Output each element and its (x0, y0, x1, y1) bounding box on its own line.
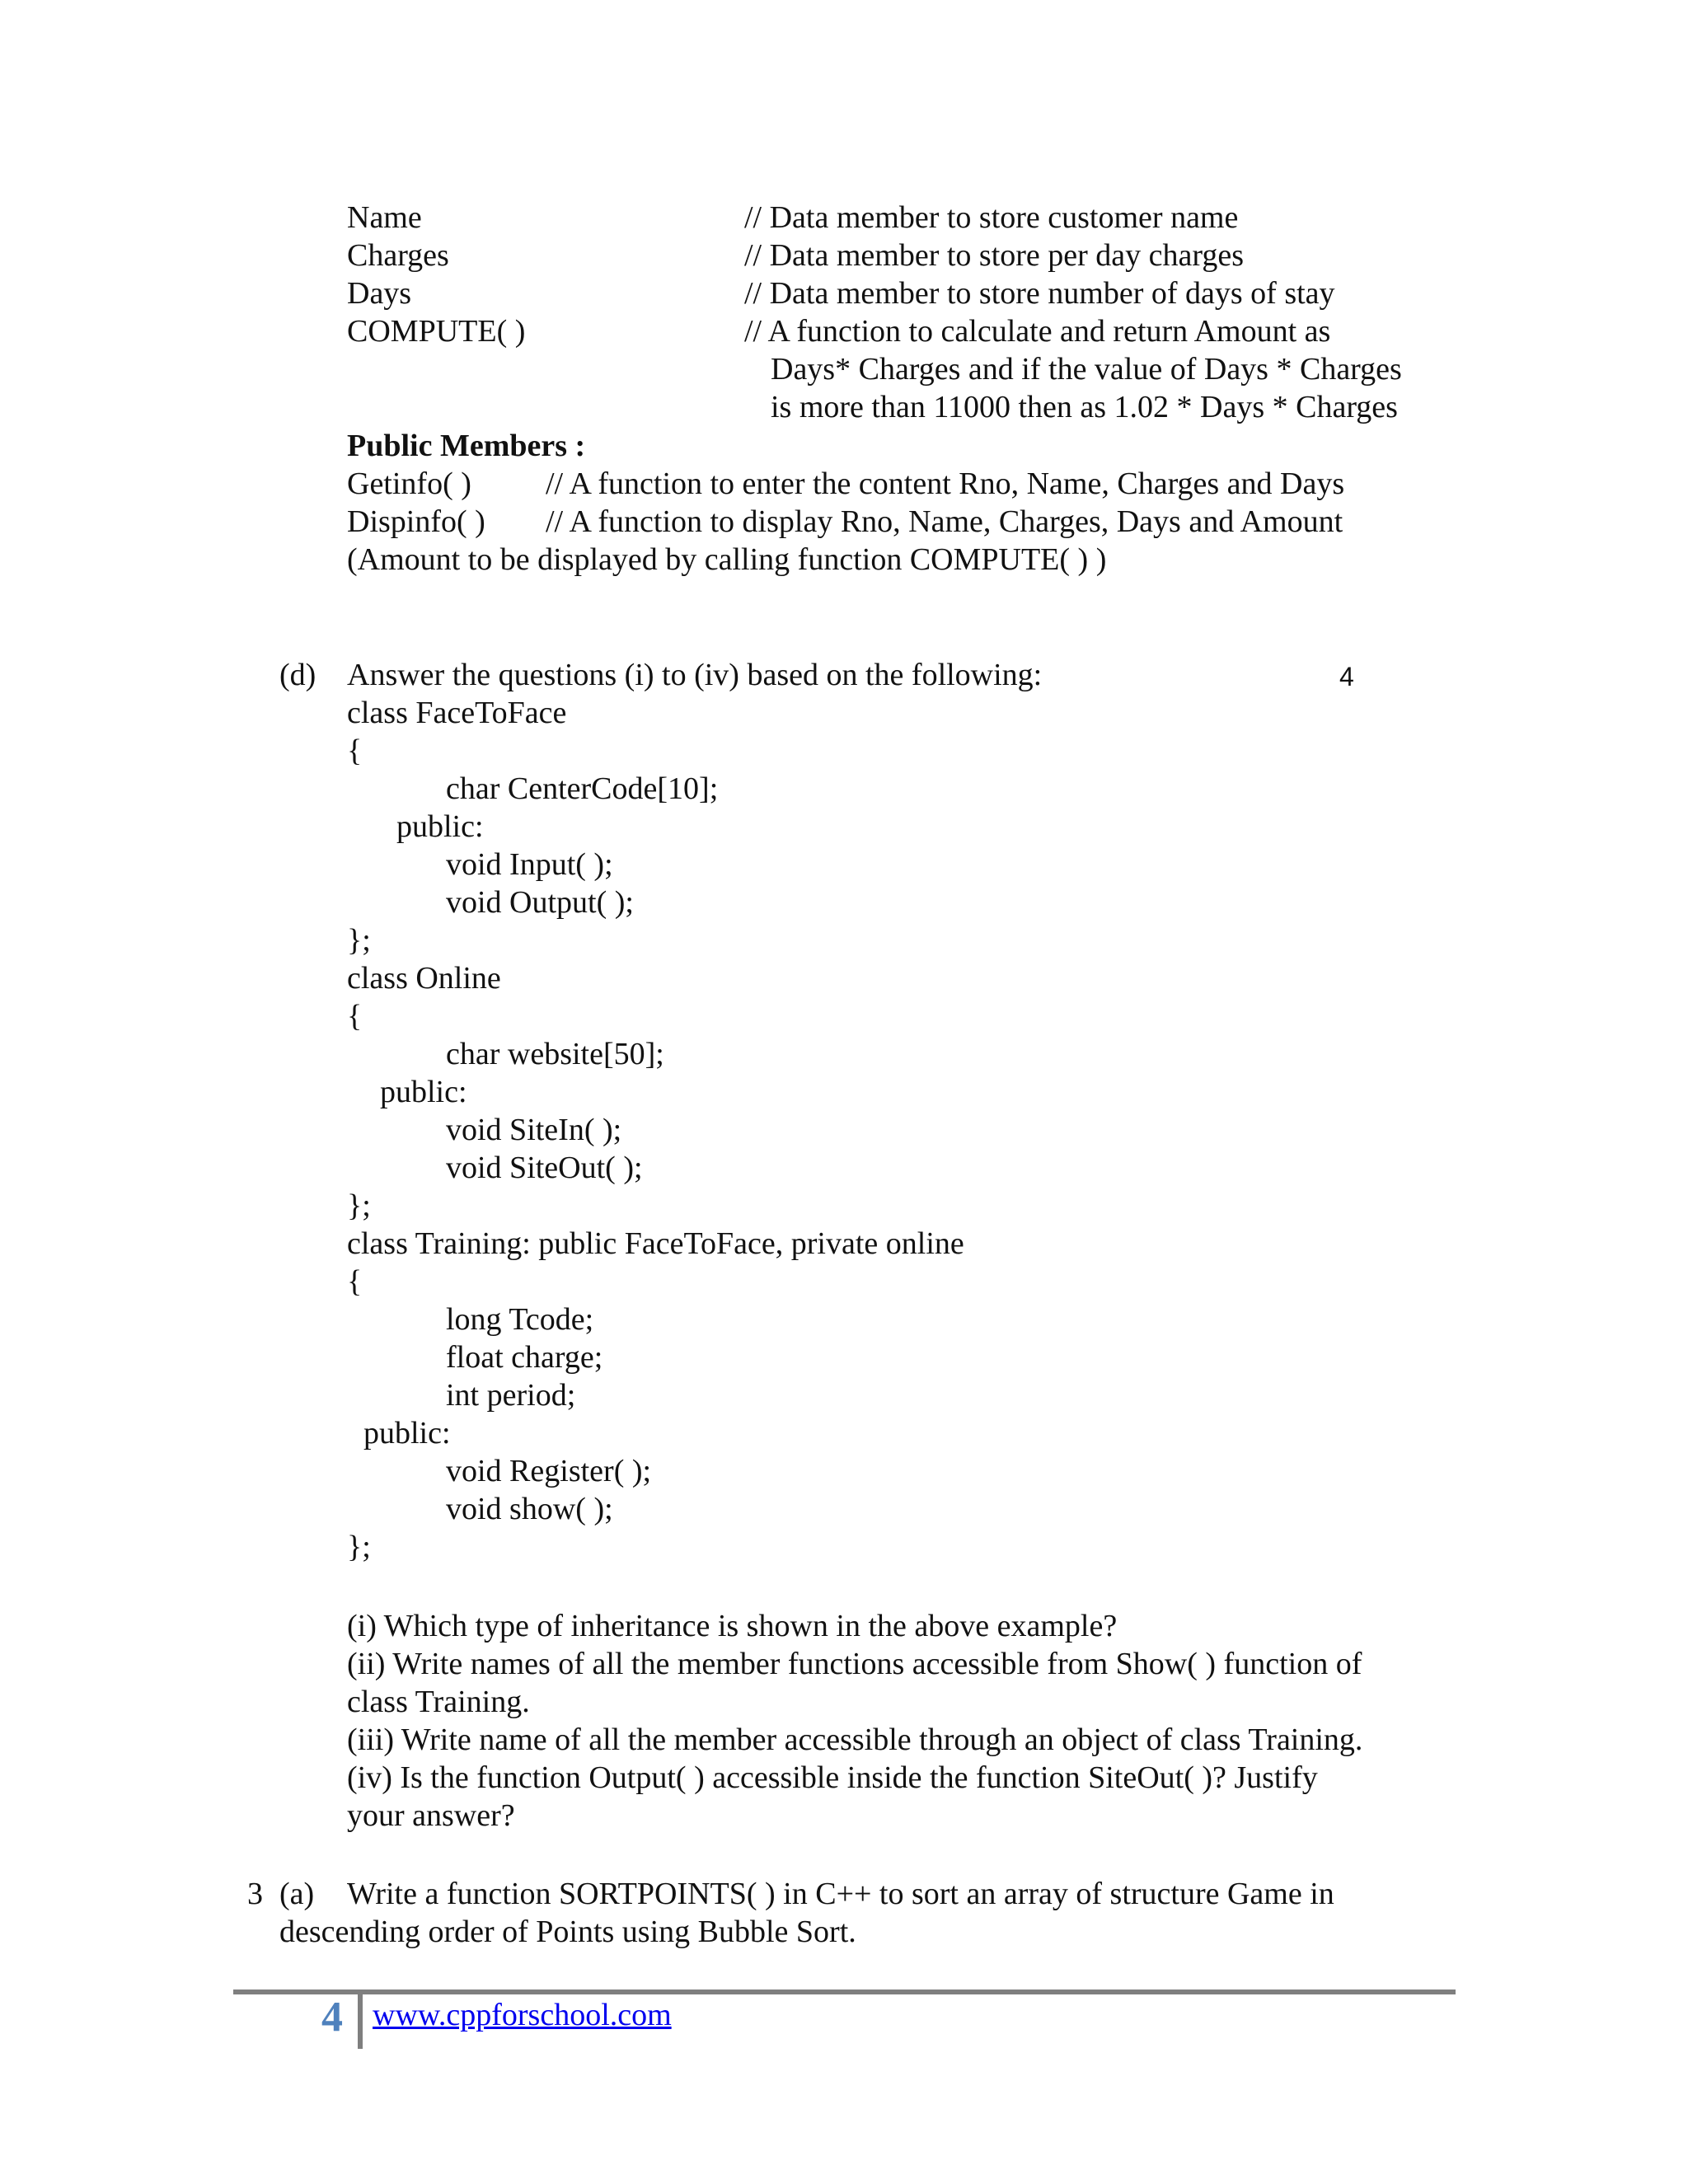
code-line: }; (347, 1530, 371, 1564)
code-line: class Online (347, 961, 501, 996)
code-line: void Output( ); (446, 885, 634, 920)
code-line: public: (380, 1075, 467, 1109)
member-days-comment: // Data member to store number of days of stay (744, 276, 1335, 311)
code-line: void SiteIn( ); (446, 1113, 622, 1147)
footer-divider (358, 1994, 363, 2049)
compute-comment-cont-1: Days* Charges and if the value of Days * Charges (771, 352, 1402, 387)
compute-comment-cont-2: is more than 11000 then as 1.02 * Days * Charges (771, 390, 1398, 424)
question-3-number: 3 (247, 1877, 263, 1911)
code-line: { (347, 1264, 363, 1299)
public-members-heading: Public Members : (347, 429, 586, 463)
question-3a-line2: descending order of Points using Bubble Sort. (279, 1915, 856, 1949)
code-line: void SiteOut( ); (446, 1151, 643, 1185)
member-compute-label: COMPUTE( ) (347, 314, 526, 349)
member-charges-comment: // Data member to store per day charges (744, 238, 1245, 273)
website-link[interactable]: www.cppforschool.com (373, 1998, 672, 2032)
code-line: class Training: public FaceToFace, private online (347, 1226, 964, 1261)
code-line: void Register( ); (446, 1454, 652, 1488)
code-line: public: (363, 1416, 451, 1451)
member-name-label: Name (347, 200, 422, 235)
question-d-label: (d) (279, 658, 316, 692)
code-line: { (347, 733, 363, 768)
sub-question: class Training. (347, 1685, 530, 1719)
code-line: char website[50]; (446, 1037, 664, 1071)
sub-question: (iii) Write name of all the member accessible through an object of class Training. (347, 1722, 1363, 1757)
question-3a-label: (a) (279, 1877, 315, 1911)
footer-rule (233, 1990, 1456, 1994)
amount-note: (Amount to be displayed by calling function COMPUTE( ) ) (347, 542, 1107, 577)
sub-question: (i) Which type of inheritance is shown in the above example? (347, 1609, 1118, 1643)
code-line: float charge; (446, 1340, 603, 1375)
getinfo-label: Getinfo( ) (347, 466, 471, 501)
question-3a-line1: Write a function SORTPOINTS( ) in C++ to sort an array of structure Game in (347, 1877, 1334, 1911)
page-number: 4 (321, 1994, 343, 2041)
code-line: }; (347, 1188, 371, 1223)
question-d-text: Answer the questions (i) to (iv) based on the following: (347, 658, 1043, 692)
code-line: void Input( ); (446, 847, 613, 882)
dispinfo-label: Dispinfo( ) (347, 504, 485, 539)
member-days-label: Days (347, 276, 412, 311)
code-line: { (347, 999, 363, 1033)
sub-question: (ii) Write names of all the member functions accessible from Show( ) function of (347, 1647, 1362, 1681)
sub-question: your answer? (347, 1798, 515, 1833)
code-line: long Tcode; (446, 1302, 594, 1337)
code-line: int period; (446, 1378, 576, 1413)
code-line: public: (396, 809, 484, 844)
member-name-comment: // Data member to store customer name (744, 200, 1239, 235)
code-line: }; (347, 923, 371, 958)
member-charges-label: Charges (347, 238, 449, 273)
getinfo-comment: // A function to enter the content Rno, Name, Charges and Days (546, 466, 1345, 501)
dispinfo-comment: // A function to display Rno, Name, Charges, Days and Amount (546, 504, 1343, 539)
code-line: char CenterCode[10]; (446, 771, 719, 806)
question-d-marks: 4 (1339, 662, 1354, 691)
code-line: class FaceToFace (347, 696, 567, 730)
sub-question: (iv) Is the function Output( ) accessible inside the function SiteOut( )? Justify (347, 1760, 1318, 1795)
member-compute-comment: // A function to calculate and return Amount as (744, 314, 1331, 349)
code-line: void show( ); (446, 1492, 613, 1526)
